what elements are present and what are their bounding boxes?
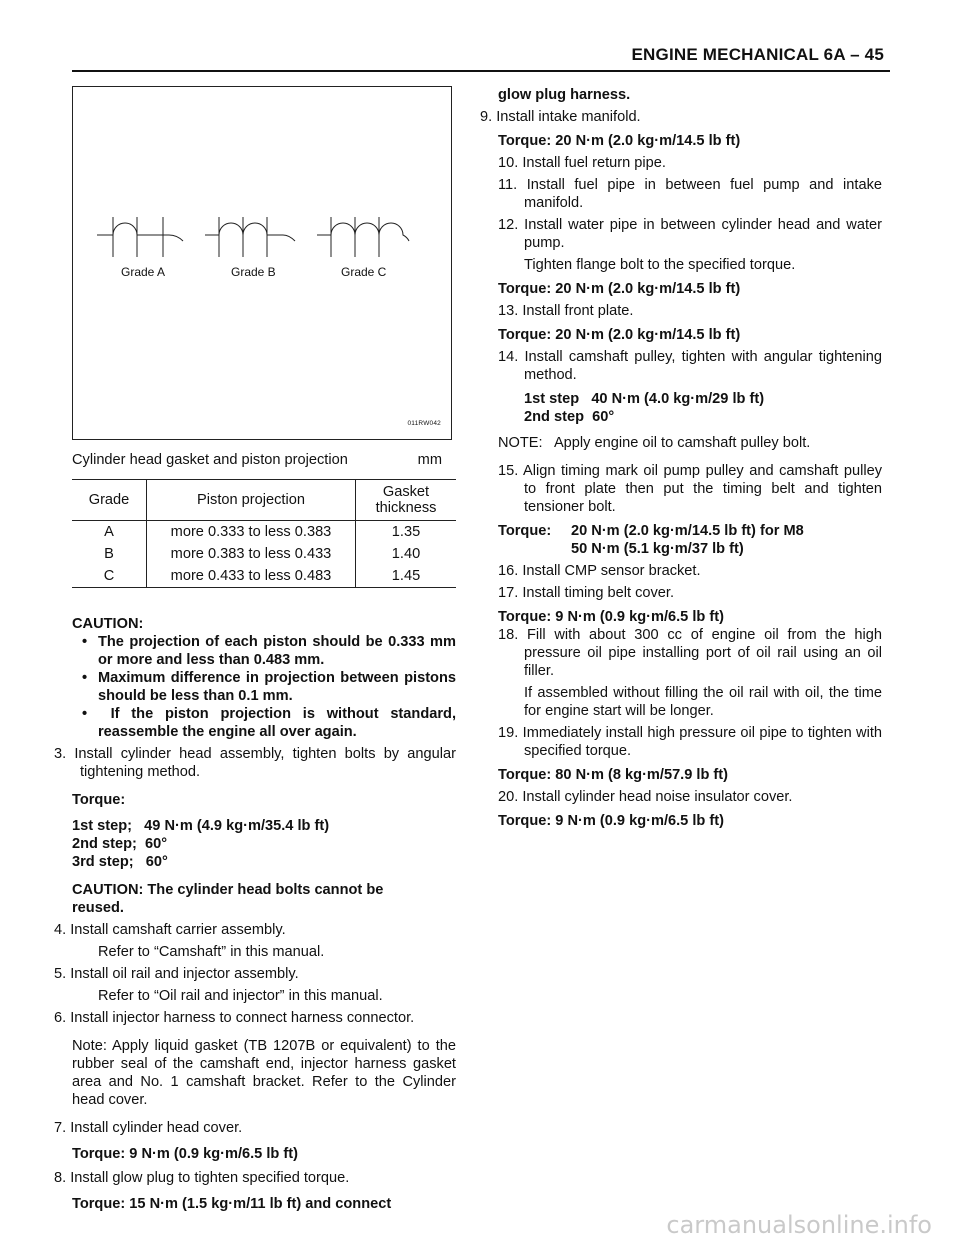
torque-7: Torque: 9 N·m (0.9 kg·m/6.5 lb ft): [72, 1146, 298, 1162]
torque-9: Torque: 20 N·m (2.0 kg·m/14.5 lb ft): [498, 133, 741, 149]
step-11: 11. Install fuel pipe in between fuel pump and intake manifold.: [498, 177, 882, 211]
piston-grade-figure: [72, 86, 452, 440]
torque-17: Torque: 9 N·m (0.9 kg·m/6.5 lb ft): [498, 609, 724, 625]
caution-reuse: CAUTION: The cylinder head bolts cannot be reused.: [72, 882, 384, 916]
torque-19: Torque: 80 N·m (8 kg·m/57.9 lb ft): [498, 767, 729, 783]
step-20: 20. Install cylinder head noise insulator cover.: [498, 789, 793, 805]
table-row: [72, 543, 456, 565]
watermark: carmanualsonline.info: [666, 1211, 932, 1239]
step-5-reference: Refer to “Oil rail and injector” in this manual.: [98, 988, 383, 1004]
torque-12: Torque: 20 N·m (2.0 kg·m/14.5 lb ft): [498, 281, 741, 297]
table-cell: A: [104, 524, 114, 540]
step-17: 17. Install timing belt cover.: [498, 585, 675, 601]
figure-label-grade-b: Grade B: [231, 265, 276, 279]
step-14: 14. Install camshaft pulley, tighten with angular tightening method.: [498, 349, 882, 383]
caption-unit: mm: [417, 452, 442, 468]
torque-8: Torque: 15 N·m (1.5 kg·m/11 lb ft) and connect: [72, 1196, 392, 1212]
piston-projection-table: [72, 479, 456, 588]
torque-step: 1st step; 49 N·m (4.9 kg·m/35.4 lb ft): [72, 818, 330, 834]
table-cell: 1.40: [356, 543, 457, 565]
table-caption: [72, 451, 456, 469]
left-column: [54, 86, 457, 1213]
step-7: 7. Install cylinder head cover.: [54, 1120, 243, 1136]
table-row: [72, 565, 456, 588]
step-9: 9. Install intake manifold.: [480, 109, 641, 125]
torque-15: [498, 522, 882, 558]
table-cell: more 0.383 to less 0.433: [147, 543, 356, 565]
step-8: 8. Install glow plug to tighten specified torque.: [54, 1170, 350, 1186]
torque-step: 2nd step; 60°: [72, 836, 168, 852]
table-cell: 1.45: [356, 565, 457, 588]
table-cell: 1.35: [356, 521, 457, 544]
table-cell: more 0.433 to less 0.483: [147, 565, 356, 588]
camshaft-step-2: 2nd step 60°: [524, 409, 615, 425]
table-header-row: [72, 480, 456, 521]
step-3: 3. Install cylinder head assembly, tighten bolts by angular tightening method.: [54, 746, 456, 780]
step-15: 15. Align timing mark oil pump pulley and camshaft pulley to front plate then put the timing belt and tighten tensioner bolt.: [498, 463, 882, 515]
continued-text: glow plug harness.: [498, 87, 631, 103]
camshaft-step-1: 1st step 40 N·m (4.0 kg·m/29 lb ft): [524, 391, 765, 407]
table-cell: B: [104, 546, 114, 562]
torque-label: Torque:: [72, 792, 126, 808]
step-16: 16. Install CMP sensor bracket.: [498, 563, 701, 579]
caution-bullet: • If the piston projection is without standard, reassemble the engine all over again.: [82, 706, 457, 740]
column-header: Grade: [72, 480, 147, 521]
figure-label-grade-a: Grade A: [121, 265, 166, 279]
step-4: 4. Install camshaft carrier assembly.: [54, 922, 286, 938]
step-18: 18. Fill with about 300 cc of engine oil from the high pressure oil pipe installing port of oil rail using an oil filler.: [498, 627, 882, 679]
figure-label-grade-c: Grade C: [341, 265, 387, 279]
caution-bullet: • Maximum difference in projection between pistons should be less than 0.1 mm.: [82, 670, 457, 704]
caution-bullet: • The projection of each piston should be 0.333 mm or more and less than 0.483 mm.: [82, 634, 456, 668]
step-6: 6. Install injector harness to connect harness connector.: [54, 1010, 415, 1026]
table-cell: more 0.333 to less 0.383: [147, 521, 356, 544]
figure-code: 011RW042: [407, 420, 441, 427]
torque-15-label: Torque:: [498, 523, 552, 539]
caution-heading: CAUTION:: [72, 616, 144, 632]
right-column: [480, 86, 882, 830]
torque-20: Torque: 9 N·m (0.9 kg·m/6.5 lb ft): [498, 813, 724, 829]
caption-text: Cylinder head gasket and piston projection: [72, 452, 348, 468]
column-header: Piston projection: [147, 480, 356, 521]
torque-15-values: [571, 522, 804, 558]
step-19: 19. Immediately install high pressure oil pipe to tighten with specified torque.: [498, 725, 882, 759]
table-cell: C: [103, 568, 115, 584]
note-14: NOTE: Apply engine oil to camshaft pulley bolt.: [498, 435, 811, 451]
table-row: [72, 521, 456, 544]
step-5: 5. Install oil rail and injector assembly.: [54, 966, 299, 982]
torque-15-value-b: 50 N·m (5.1 kg·m/37 lb ft): [571, 541, 744, 557]
step-10: 10. Install fuel return pipe.: [498, 155, 666, 171]
step-12: 12. Install water pipe in between cylinder head and water pump.: [498, 217, 882, 251]
torque-15-value-m8: 20 N·m (2.0 kg·m/14.5 lb ft) for M8: [571, 523, 804, 539]
note: Note: Apply liquid gasket (TB 1207B or equivalent) to the rubber seal of the camshaft end, injector harness gasket area and No. 1 camshaft bracket. Refer to the Cylinder head cover.: [72, 1038, 456, 1108]
torque-13: Torque: 20 N·m (2.0 kg·m/14.5 lb ft): [498, 327, 741, 343]
column-header: Gasket thickness: [356, 480, 457, 521]
page-header: [72, 44, 890, 72]
step-12-detail: Tighten flange bolt to the specified torque.: [524, 257, 796, 273]
step-4-reference: Refer to “Camshaft” in this manual.: [98, 944, 325, 960]
page-title: ENGINE MECHANICAL 6A – 45: [631, 45, 884, 64]
step-13: 13. Install front plate.: [498, 303, 634, 319]
step-18-detail: If assembled without filling the oil rail with oil, the time for engine start will be longer.: [524, 685, 882, 719]
torque-step: 3rd step; 60°: [72, 854, 168, 870]
